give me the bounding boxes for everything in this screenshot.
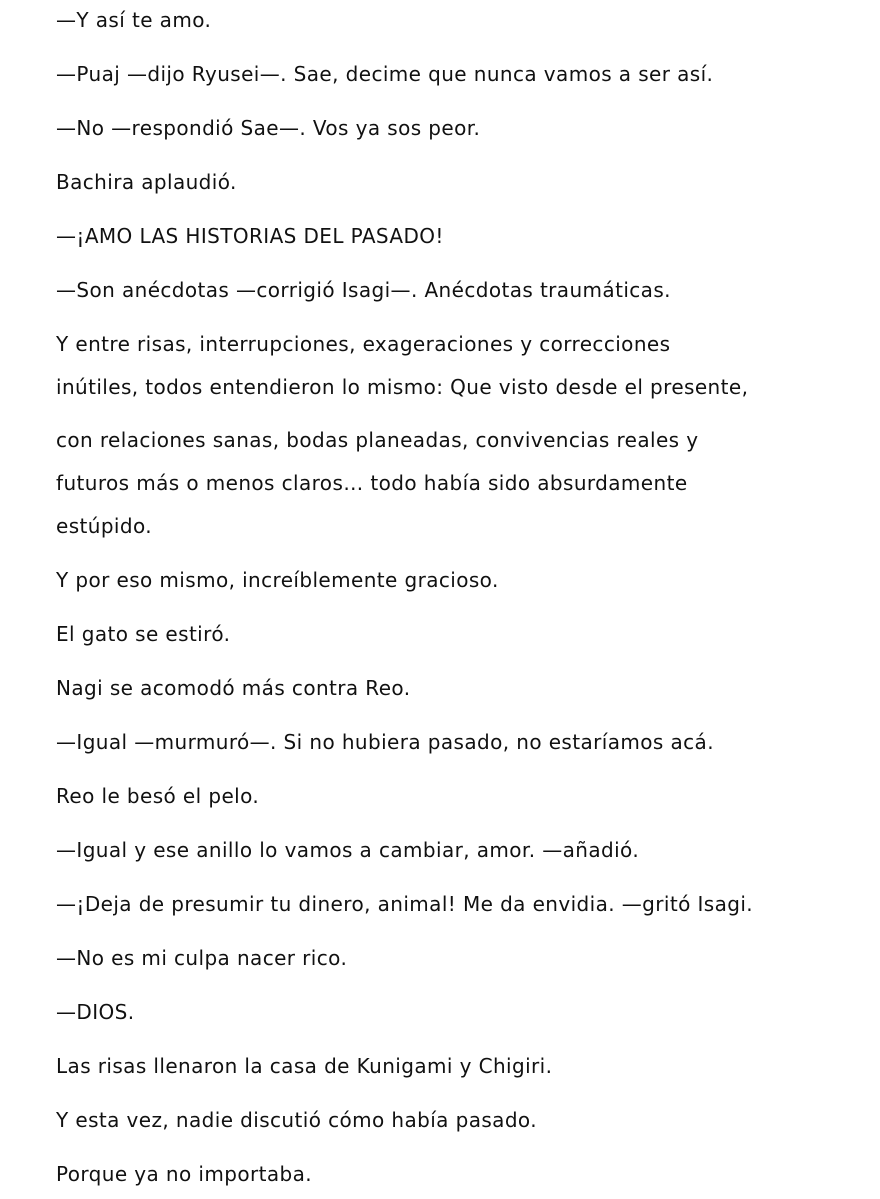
text-line: Y esta vez, nadie discutió cómo había pasado.	[56, 1108, 537, 1132]
text-line: —Y así te amo.	[56, 8, 212, 32]
text-line: —Igual y ese anillo lo vamos a cambiar, amor. —añadió.	[56, 838, 640, 862]
text-line: futuros más o menos claros… todo había sido absurdamente	[56, 471, 688, 495]
text-line: —No —respondió Sae—. Vos ya sos peor.	[56, 116, 481, 140]
text-line: —¡AMO LAS HISTORIAS DEL PASADO!	[56, 224, 444, 248]
text-line: Y entre risas, interrupciones, exageraciones y correcciones	[56, 332, 671, 356]
text-line: inútiles, todos entendieron lo mismo: Que visto desde el presente,	[56, 375, 749, 399]
text-line: El gato se estiró.	[56, 622, 231, 646]
text-line: —Puaj —dijo Ryusei—. Sae, decime que nunca vamos a ser así.	[56, 62, 714, 86]
text-line: Reo le besó el pelo.	[56, 784, 260, 808]
text-line: Bachira aplaudió.	[56, 170, 237, 194]
text-line: —Igual —murmuró—. Si no hubiera pasado, no estaríamos acá.	[56, 730, 714, 754]
text-line: —DIOS.	[56, 1000, 135, 1024]
text-line: con relaciones sanas, bodas planeadas, convivencias reales y	[56, 428, 699, 452]
text-line: Nagi se acomodó más contra Reo.	[56, 676, 411, 700]
text-line: —Son anécdotas —corrigió Isagi—. Anécdotas traumáticas.	[56, 278, 671, 302]
text-line: —¡Deja de presumir tu dinero, animal! Me da envidia. —gritó Isagi.	[56, 892, 754, 916]
text-line: Porque ya no importaba.	[56, 1162, 313, 1186]
text-line: estúpido.	[56, 514, 153, 538]
text-line: —No es mi culpa nacer rico.	[56, 946, 348, 970]
text-line: Y por eso mismo, increíblemente gracioso.	[56, 568, 499, 592]
text-line: Las risas llenaron la casa de Kunigami y Chigiri.	[56, 1054, 553, 1078]
